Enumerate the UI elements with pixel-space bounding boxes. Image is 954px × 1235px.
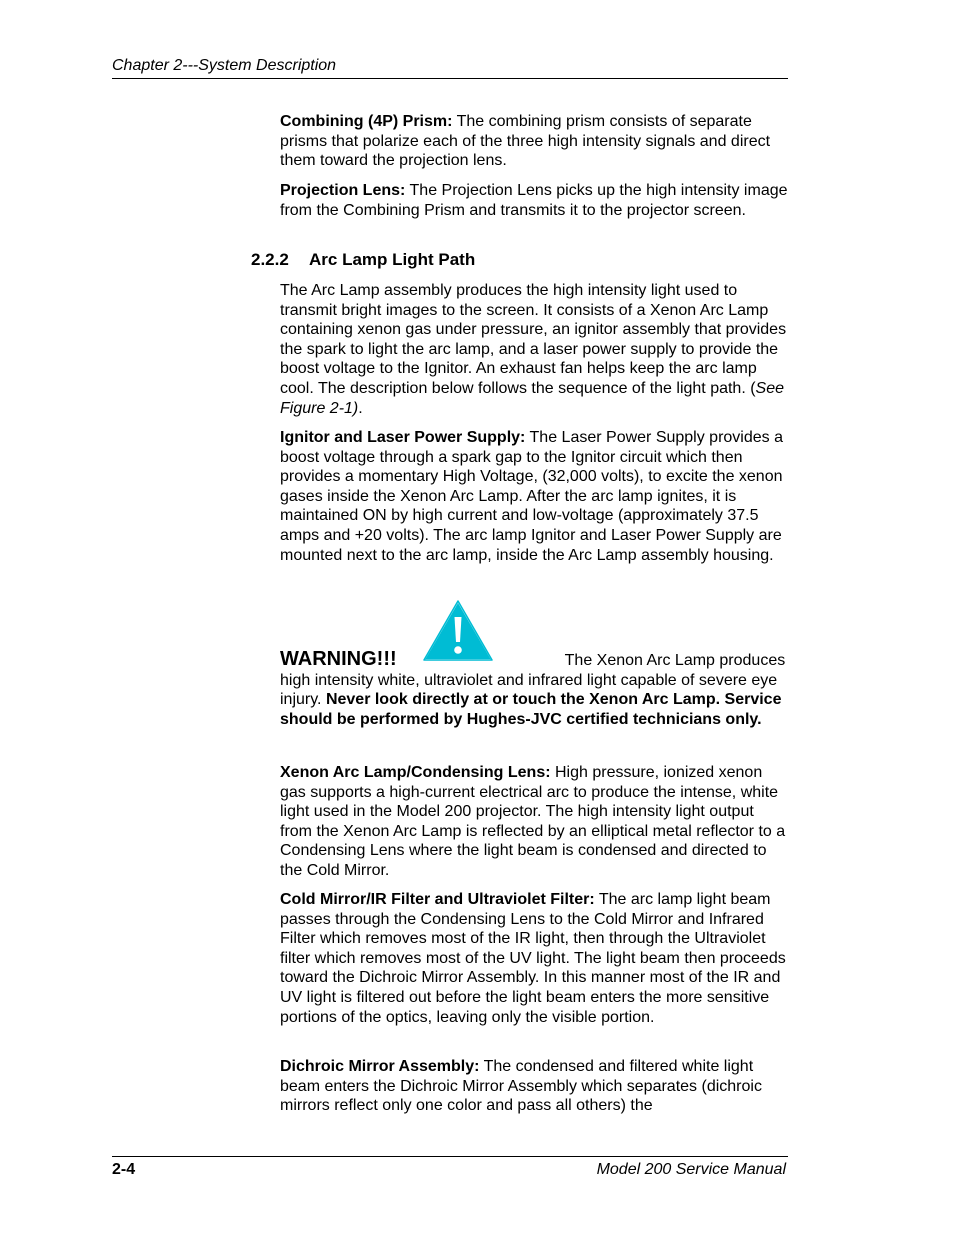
term-combining-prism: Combining (4P) Prism: [280,113,453,130]
text-arc-intro-end: . [358,399,363,417]
paragraph-arc-intro [280,281,788,418]
paragraph-projection-lens [280,181,788,220]
text-xenon-lamp: High pressure, ionized xenon gas supports a high-current electrical arc to produce the intense, white light used in the Model 200 projector. The high intensity light output from the Xenon Arc Lamp is reflected by an elliptical metal reflector to a Condensing Lens where the light beam is condensed and directed to the Cold Mirror. [280,764,786,879]
paragraph-combining-prism [280,112,788,171]
term-xenon-lamp: Xenon Arc Lamp/Condensing Lens: [280,764,551,781]
paragraph-xenon-lamp [280,763,788,881]
warning-emphasis: Never look directly at or touch the Xenon Arc Lamp. Service should be performed by Hughes-JVC certified technicians only. [280,691,782,728]
term-dichroic: Dichroic Mirror Assembly: [280,1058,480,1075]
term-ignitor: Ignitor and Laser Power Supply: [280,429,526,446]
text-combining-prism: The combining prism consists of separate prisms that polarize each of the three high intensity signals and direct them toward the projection lens. [280,113,771,170]
text-arc-intro: The Arc Lamp assembly produces the high intensity light used to transmit bright images to the screen. It consists of a Xenon Arc Lamp containing xenon gas under pressure, an ignitor assembly that provides the spark to light the arc lamp, and a laser power supply to provide the boost voltage to the Ignitor. An exhaust fan helps keep the arc lamp cool. The description below follows the sequence of the light path. ( [280,282,787,397]
page-footer [112,1156,788,1180]
term-projection-lens: Projection Lens: [280,182,406,199]
page-number: 2-4 [112,1161,136,1178]
paragraph-cold-mirror [280,890,788,1027]
section-heading [251,250,475,270]
warning-paragraph [280,650,788,729]
text-ignitor: The Laser Power Supply provides a boost voltage through a spark gap to the Ignitor circuit which then provides a momentary High Voltage, (32,000 volts), to excite the xenon gases inside the Xenon Arc Lamp. After the arc lamp ignites, it is maintained ON by high current and low-voltage (approximately 37.5 amps and +20 volts). The arc lamp Ignitor and Laser Power Supply are mounted next to the arc lamp, inside the Arc Lamp assembly housing. [280,429,783,564]
text-projection-lens: The Projection Lens picks up the high intensity image from the Combining Prism and transmits it to the projector screen. [280,182,788,219]
term-cold-mirror: Cold Mirror/IR Filter and Ultraviolet Filter: [280,891,595,908]
warning-label: WARNING!!! [280,648,397,670]
text-dichroic: The condensed and filtered white light beam enters the Dichroic Mirror Assembly which separates (dichroic mirrors reflect only one color and pass all others) the [280,1058,762,1115]
paragraph-dichroic [280,1057,788,1116]
figure-reference: See Figure 2-1) [280,379,785,417]
text-cold-mirror: The arc lamp light beam passes through the Condensing Lens to the Cold Mirror and Infrared Filter which removes most of the IR light, then through the Ultraviolet filter which removes most of the UV light. The light beam then proceeds toward the Dichroic Mirror Assembly. In this manner most of the IR and UV light is filtered out before the light beam enters the more sensitive portions of the optics, leaving only the visible portion. [280,891,786,1026]
chapter-title: Chapter 2---System Description [112,57,337,74]
manual-title: Model 200 Service Manual [596,1161,786,1178]
warning-text: The Xenon Arc Lamp produces high intensity white, ultraviolet and infrared light capable of severe eye injury. [280,652,786,709]
page-header [112,56,788,79]
section-title: Arc Lamp Light Path [309,250,476,269]
paragraph-ignitor [280,428,788,565]
section-number: 2.2.2 [251,250,289,269]
